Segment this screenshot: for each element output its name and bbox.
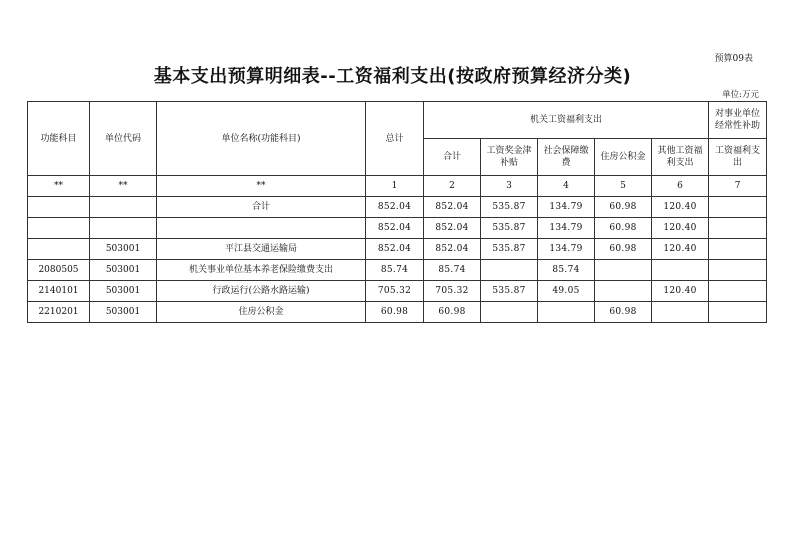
housing-fund-cell: 60.98: [595, 239, 652, 260]
wage-bonus-cell: 535.87: [481, 197, 538, 218]
subtotal-cell: 705.32: [424, 281, 481, 302]
header-total: 总计: [366, 102, 424, 176]
social-security-cell: [538, 302, 595, 323]
subtotal-cell: 852.04: [424, 239, 481, 260]
wage-bonus-cell: [481, 260, 538, 281]
housing-fund-cell: 60.98: [595, 218, 652, 239]
func-subject-cell: 2140101: [28, 281, 90, 302]
header-wage-welfare: 工资福利支出: [709, 139, 767, 176]
subtotal-cell: 60.98: [424, 302, 481, 323]
other-wage-cell: [652, 302, 709, 323]
unit-name-cell: 机关事业单位基本养老保险缴费支出: [157, 260, 366, 281]
unit-code-cell: 503001: [90, 302, 157, 323]
header-row-top: [28, 102, 767, 139]
other-wage-cell: 120.40: [652, 218, 709, 239]
header-subsidy-group: 对事业单位经常性补助: [709, 102, 767, 139]
wage-bonus-cell: 535.87: [481, 218, 538, 239]
index-cell: **: [90, 176, 157, 197]
wage-welfare-cell: [709, 218, 767, 239]
index-cell: 3: [481, 176, 538, 197]
table-row: [28, 281, 767, 302]
header-wage-bonus: 工资奖金津补贴: [481, 139, 538, 176]
index-cell: 2: [424, 176, 481, 197]
total-cell: 85.74: [366, 260, 424, 281]
other-wage-cell: 120.40: [652, 197, 709, 218]
total-cell: 705.32: [366, 281, 424, 302]
subtotal-cell: 852.04: [424, 197, 481, 218]
housing-fund-cell: 60.98: [595, 197, 652, 218]
func-subject-cell: 2210201: [28, 302, 90, 323]
header-social-security: 社会保障缴费: [538, 139, 595, 176]
index-cell: 5: [595, 176, 652, 197]
social-security-cell: 49.05: [538, 281, 595, 302]
unit-name-cell: 行政运行(公路水路运输): [157, 281, 366, 302]
social-security-cell: 134.79: [538, 197, 595, 218]
wage-welfare-cell: [709, 197, 767, 218]
housing-fund-cell: [595, 281, 652, 302]
wage-welfare-cell: [709, 302, 767, 323]
unit-name-cell: 合计: [157, 197, 366, 218]
table-row: [28, 218, 767, 239]
housing-fund-cell: 60.98: [595, 302, 652, 323]
subtotal-cell: 852.04: [424, 218, 481, 239]
header-unit-name: 单位名称(功能科目): [157, 102, 366, 176]
index-cell: **: [28, 176, 90, 197]
index-cell: 4: [538, 176, 595, 197]
header-unit-code: 单位代码: [90, 102, 157, 176]
page-title: 基本支出预算明细表--工资福利支出(按政府预算经济分类): [153, 66, 632, 87]
index-cell: **: [157, 176, 366, 197]
unit-code-cell: [90, 218, 157, 239]
other-wage-cell: 120.40: [652, 281, 709, 302]
index-cell: 6: [652, 176, 709, 197]
func-subject-cell: 2080505: [28, 260, 90, 281]
unit-name-cell: [157, 218, 366, 239]
unit-code-cell: 503001: [90, 239, 157, 260]
wage-bonus-cell: 535.87: [481, 281, 538, 302]
housing-fund-cell: [595, 260, 652, 281]
social-security-cell: 85.74: [538, 260, 595, 281]
table-row: [28, 239, 767, 260]
total-cell: 852.04: [366, 197, 424, 218]
total-cell: 60.98: [366, 302, 424, 323]
social-security-cell: 134.79: [538, 239, 595, 260]
subtotal-cell: 85.74: [424, 260, 481, 281]
column-index-row: [28, 176, 767, 197]
func-subject-cell: [28, 239, 90, 260]
unit-code-cell: 503001: [90, 281, 157, 302]
header-func-subject: 功能科目: [28, 102, 90, 176]
unit-code-cell: 503001: [90, 260, 157, 281]
unit-name-cell: 住房公积金: [157, 302, 366, 323]
header-subtotal: 合计: [424, 139, 481, 176]
func-subject-cell: [28, 197, 90, 218]
header-housing-fund: 住房公积金: [595, 139, 652, 176]
other-wage-cell: [652, 260, 709, 281]
index-cell: 1: [366, 176, 424, 197]
unit-label: 单位:万元: [722, 90, 759, 100]
wage-welfare-cell: [709, 281, 767, 302]
wage-bonus-cell: [481, 302, 538, 323]
index-cell: 7: [709, 176, 767, 197]
unit-name-cell: 平江县交通运输局: [157, 239, 366, 260]
wage-welfare-cell: [709, 239, 767, 260]
wage-welfare-cell: [709, 260, 767, 281]
form-number: 预算09表: [714, 54, 753, 64]
table-row: [28, 302, 767, 323]
header-gov-wage-group: 机关工资福利支出: [424, 102, 709, 139]
table-row: [28, 197, 767, 218]
total-cell: 852.04: [366, 239, 424, 260]
total-cell: 852.04: [366, 218, 424, 239]
func-subject-cell: [28, 218, 90, 239]
social-security-cell: 134.79: [538, 218, 595, 239]
table-row: [28, 260, 767, 281]
wage-bonus-cell: 535.87: [481, 239, 538, 260]
header-other-wage: 其他工资福利支出: [652, 139, 709, 176]
budget-table: [27, 101, 767, 323]
unit-code-cell: [90, 197, 157, 218]
other-wage-cell: 120.40: [652, 239, 709, 260]
